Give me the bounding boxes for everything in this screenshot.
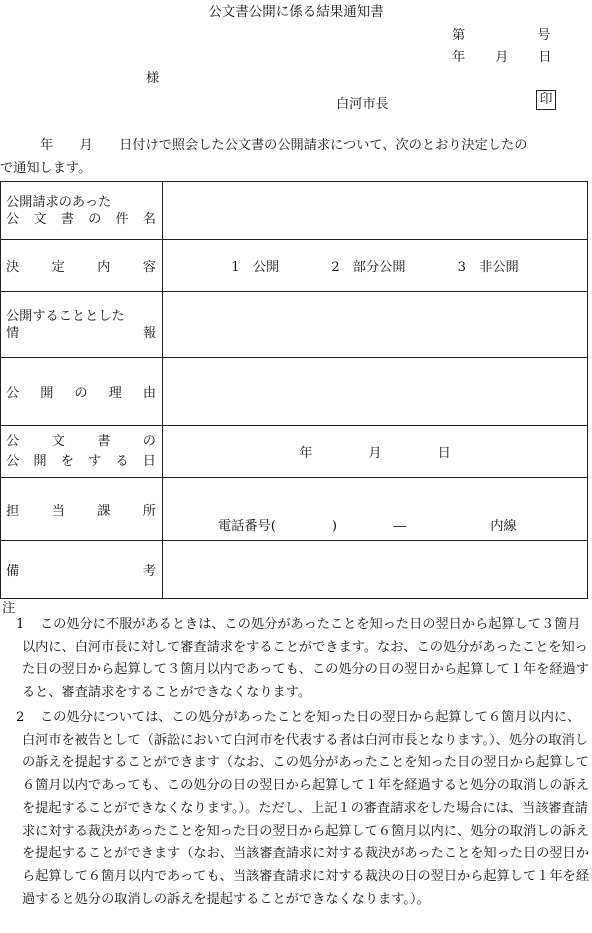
row-label: 担 当 課 所	[1, 478, 163, 541]
table-row-document-name	[1, 182, 588, 240]
date-month: 月	[495, 50, 509, 65]
addressee-suffix: 様	[146, 71, 160, 86]
table-row-remarks	[1, 541, 588, 599]
note-text: この処分に不服があるときは、この処分があったことを知った日の翌日から起算して３箇月以内に、白河市長に対して審査請求をすることができます。なお、この処分があったことを知った日の翌日から起算して３箇月以内であっても、この処分の日の翌日から起算して１年を経過すると、審査請求をすることができなくなります。	[22, 617, 589, 701]
disclosure-date-field[interactable]	[163, 426, 588, 478]
notes-heading: 注	[2, 601, 16, 616]
document-date	[452, 46, 552, 65]
row-label: 公開することとした 情 報	[1, 292, 163, 358]
note-text: この処分については、この処分があったことを知った日の翌日から起算して６箇月以内に、白河市を被告として（訴訟において白河市を代表する者は白河市長となります。）、処分の取消しの訴えを提起することができます（なお、この処分があったことを知った日の翌日から起算して６箇月以内であっても、この処分の日の翌日から起算して１年を経過すると処分の取消しの訴えを提起することができなくなります。）。ただし、上記１の審査請求をした場合には、当該審査請求に対する裁決があったことを知った日の翌日から起算して６箇月以内に、処分の取消しの訴えを提起することができます（なお、当該審査請求に対する裁決があったことを知った日の翌日から起算して６箇月以内であっても、当該審査請求に対する裁決の日の翌日から起算して１年を経過すると処分の取消しの訴えを提起することができなくなります。）。	[22, 710, 589, 907]
date-day: 日	[538, 50, 552, 65]
remarks-field[interactable]	[163, 541, 588, 599]
disclosure-reason-field[interactable]	[163, 358, 588, 426]
document-title: 公文書公開に係る結果通知書	[208, 4, 384, 20]
extension-label: 内線	[490, 519, 517, 534]
note-item-1	[0, 614, 592, 705]
intro-text	[0, 135, 592, 180]
date-year: 年	[452, 50, 466, 65]
table-row-disclosure-reason	[1, 358, 588, 426]
issuer-name: 白河市長	[336, 97, 389, 112]
label-line: 公開請求のあった	[6, 195, 112, 210]
table-row-decision	[1, 240, 588, 292]
note-item-2	[0, 707, 592, 911]
phone-close: )	[331, 519, 338, 534]
result-form-table	[0, 181, 588, 599]
number-label-prefix: 第	[452, 28, 466, 43]
row-label: 公 文 書 の 公 開 を す る 日	[1, 426, 163, 478]
decision-field	[163, 240, 588, 292]
date-year-label: 年	[299, 446, 313, 461]
note-number: 2	[16, 710, 25, 725]
label-line: 公 文 書 の 件 名	[6, 212, 156, 227]
document-name-field[interactable]	[163, 182, 588, 240]
date-day-label: 日	[437, 446, 451, 461]
phone-dash: ―	[393, 519, 407, 534]
intro-line-2: で通知します。	[0, 160, 92, 176]
row-label: 決 定 内 容	[1, 240, 163, 292]
table-row-department	[1, 478, 588, 541]
table-row-disclosed-info	[1, 292, 588, 358]
row-label: 公 開 の 理 由	[1, 358, 163, 426]
row-label	[1, 182, 163, 240]
intro-line-1: 年 月 日付けで照会した公文書の公開請求について、次のとおり決定したの	[40, 138, 528, 153]
choice-partial-disclose[interactable]: 2 部分公開	[331, 260, 406, 275]
table-row-disclosure-date	[1, 426, 588, 478]
department-field[interactable]	[163, 478, 588, 541]
date-month-label: 月	[368, 446, 382, 461]
phone-label: 電話番号(	[218, 519, 276, 534]
seal-mark: 印	[536, 90, 556, 110]
choice-non-disclose[interactable]: 3 非公開	[457, 260, 519, 275]
disclosed-info-field[interactable]	[163, 292, 588, 358]
choice-disclose[interactable]: 1 公開	[231, 260, 280, 275]
note-number: 1	[16, 617, 25, 632]
document-number	[452, 24, 550, 43]
row-label: 備 考	[1, 541, 163, 599]
number-label-suffix: 号	[537, 28, 551, 43]
